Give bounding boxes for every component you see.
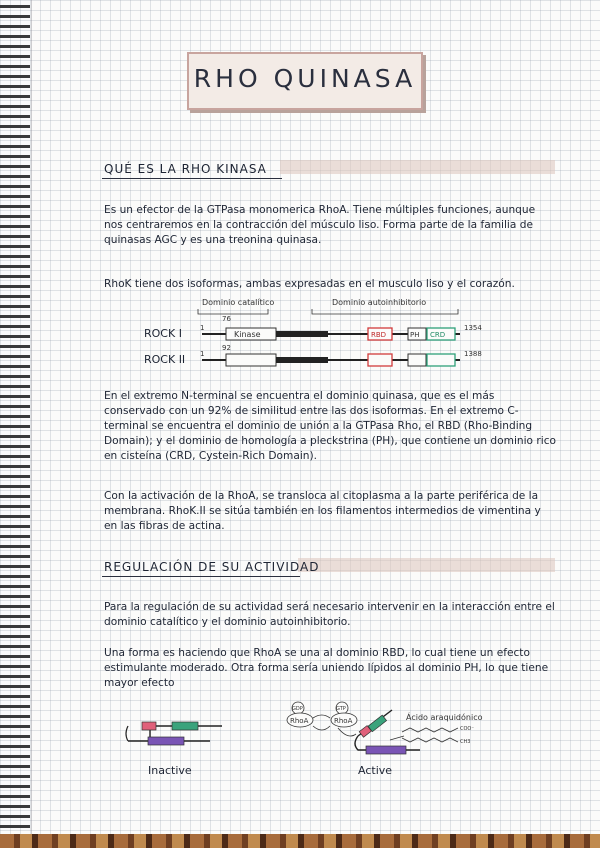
active-kinase [366,746,406,754]
paragraph-definition: Es un efector de la GTPasa monomerica RhoA. Tiene múltiples funciones, aunque nos centraremos en la contracción del músculo liso. Forma parte de la familia de quinasas AGC y es una treonina quinasa. [104,204,536,246]
paragraph-activation: Una forma es haciendo que RhoA se una al dominio RBD, lo cual tiene un efecto estimulante moderado. Otra forma sería uniendo lípidos al dominio PH, lo que tiene mayor efecto [104,647,549,689]
paragraph-regulation: Para la regulación de su actividad será necesario intervenir en la interacción entre el dominio catalítico y el dominio autoinhibitorio. [104,601,555,628]
rock1-crd-label: CRD [430,331,446,339]
bottom-edge-strip [0,834,600,848]
start-num-rock2: 1 [200,350,205,358]
paragraph-domains: En el extremo N-terminal se encuentra el dominio quinasa, que es el más conservado con un 92% de similitud entre las dos isoformas. En el extremo C-terminal se encuentra el dominio de unión a la GTPasa Rho, el RBD (Rho-Binding Domain); y el dominio de homología a pleckstrina (PH), que contiene un dominio rico en cisteína (CRD, Cystein-Rich Domain). [104,390,557,462]
rhoa-label-1: RhoA [290,717,309,725]
inactive-kinase [148,737,184,745]
pos-76: 76 [222,315,231,323]
rock2-rbd-domain [368,354,392,366]
heading-highlight [280,160,555,174]
rock1-end-num: 1354 [464,324,482,332]
cycle-arrow-bottom [313,726,330,730]
lipid-chain-2 [402,738,458,742]
rhoa-binding-arrow [338,728,356,736]
heading-underline-2 [102,576,300,577]
rock1-kinase-label: Kinase [234,330,261,339]
pos-92: 92 [222,344,231,352]
heading-highlight-2 [298,558,555,572]
gtp-label: GTP [336,706,346,712]
paragraph-isoforms: RhoK tiene dos isoformas, ambas expresadas en el musculo liso y el corazón. [104,278,515,290]
inactive-hinge [126,726,128,741]
rock2-coiled-coil [276,357,328,363]
paragraph-translocation: Con la activación de la RhoA, se transloca al citoplasma a la parte periférica de la membrana. RhoK.II se sitúa también en los filamentos intermedios de vimentina y en las fibras de actina. [104,490,541,532]
section-heading-2: REGULACIÓN DE SU ACTIVIDAD [104,560,320,574]
rock1-ph-label: PH [410,331,420,339]
lipid-coo: COO⁻ [460,726,475,732]
lipid-chain-1 [402,728,458,732]
label-autoinhibitory-domain: Dominio autoinhibitorio [332,298,427,307]
label-catalytic-domain: Dominio catalítico [202,298,275,307]
active-label: Active [358,764,393,777]
rock1-coiled-coil [276,331,328,337]
start-num-rock1: 1 [200,324,205,332]
autoinhibitory-bracket [312,309,458,314]
rock2-ph-domain [408,354,426,366]
rock2-end-num: 1388 [464,350,482,358]
heading-underline [102,178,282,179]
lipid-arrow [390,736,404,740]
rock1-rbd-label: RBD [371,331,387,339]
rhoa-label-2: RhoA [334,717,353,725]
inactive-rbd [142,722,156,730]
rock2-crd-domain [427,354,455,366]
rock2-kinase-domain [226,354,276,366]
active-crd [368,715,386,732]
title-box [187,52,423,110]
gdp-label: GDP [292,706,303,712]
lipid-ch3: CH3 [460,739,471,745]
regulation-diagram [120,698,520,782]
catalytic-bracket [198,309,268,314]
rock1-label: ROCK I [144,327,182,340]
rock2-label: ROCK II [144,353,186,366]
inactive-crd [172,722,198,730]
cycle-arrow-top [313,715,330,718]
spiral-binding [0,0,30,848]
rock-domain-diagram [140,292,500,372]
inactive-label: Inactive [148,764,192,777]
section-heading-1: QUÉ ES LA RHO KINASA [104,162,267,176]
margin-line [31,0,32,848]
page-title: RHO QUINASA [193,64,417,93]
lipid-label: Ácido araquidónico [406,713,483,722]
